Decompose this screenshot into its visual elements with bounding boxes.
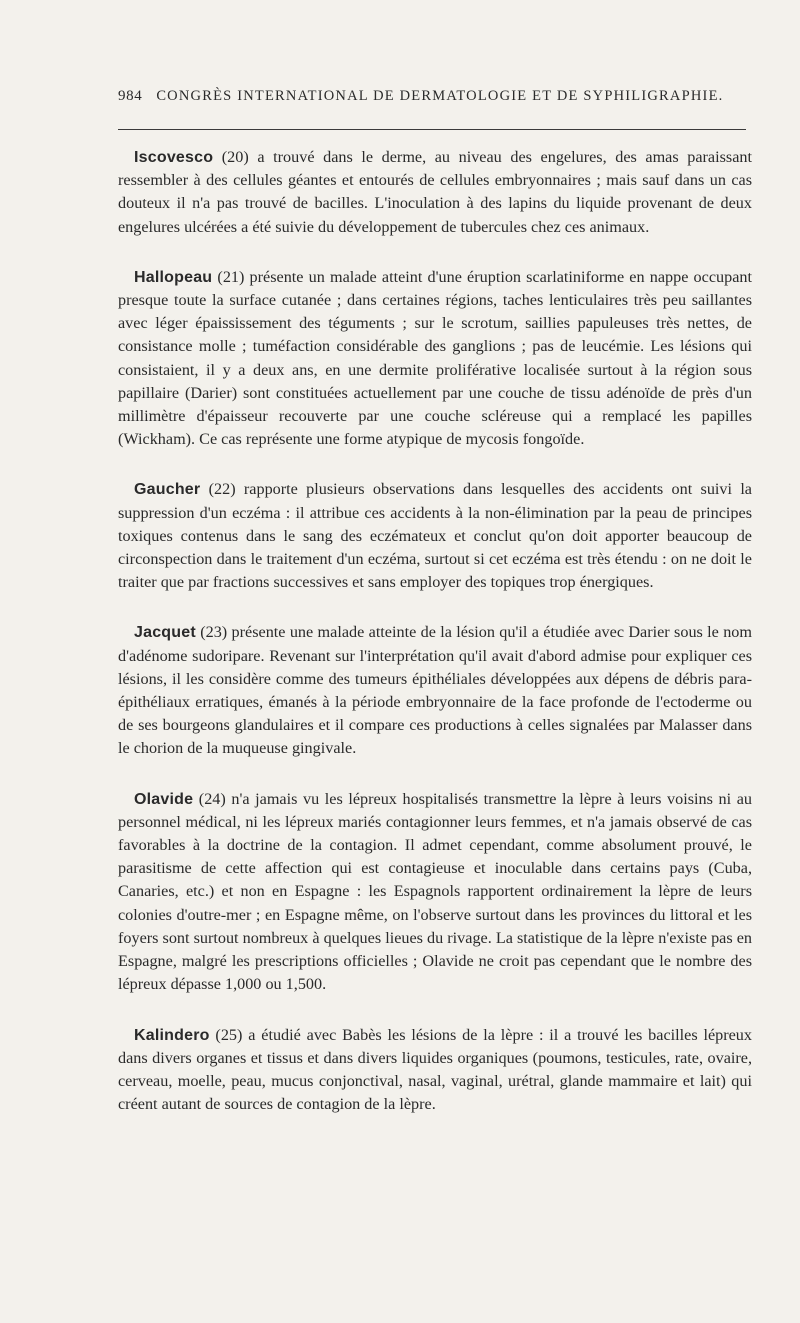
paragraph-text: (20) a trouvé dans le derme, au niveau des engelures, des amas paraissant ressembler à des cellules géantes et entourés de cellules embryonnaires ; mais sauf dans un cas douteux il n'a pas trouvé de bacilles. L'inoculation à des lapins du liquide provenant de deux engelures ulcérées a été suivie du développement de tubercules chez ces animaux. [118,148,752,236]
page-body [118,146,752,1143]
author-name: Olavide [134,790,194,808]
author-name: Iscovesco [134,149,214,166]
author-name: Jacquet [134,624,196,642]
author-name: Gaucher [134,481,201,499]
page-number: 984 [118,88,143,104]
paragraph-kalindero [118,1024,752,1117]
paragraph-olavide [118,788,752,997]
paragraph-gaucher [118,478,752,594]
author-name: Kalindero [134,1026,210,1044]
running-header [118,88,760,105]
paragraph-text: (24) n'a jamais vu les lépreux hospitalisés transmettre la lèpre à leurs voisins ni au personnel médical, ni les lépreux mariés contagionner leurs femmes, et n'a jamais observé de cas favorables à la doctrine de la contagion. Il admet cependant, comme absolument prouvé, le parasitisme de cette affection qui est contagieuse et inoculable dans certains pays (Cuba, Canaries, etc.) et non en Espagne : les Espagnols rapportent ordinairement la lèpre de leurs colonies d'outre-mer ; en Espagne même, on l'observe surtout dans les provinces du littoral et les foyers sont surtout nombreux à quelques lieues du rivage. La statistique de la lèpre n'existe pas en Espagne, malgré les prescriptions officielles ; Olavide ne croit pas cependant que le nombre des lépreux dépasse 1,000 ou 1,500. [118,789,752,994]
paragraph-hallopeau [118,266,752,452]
running-title: CONGRÈS INTERNATIONAL DE DERMATOLOGIE ET DE SYPHILIGRAPHIE. [156,88,724,104]
header-rule [118,129,746,130]
paragraph-text: (21) présente un malade atteint d'une éruption scarlatiniforme en nappe occupant presque toute la surface cutanée ; dans certaines régions, taches lenticulaires très peu saillantes avec léger épaississement des téguments ; sur le scrotum, saillies papuleuses très nettes, de consistance molle ; tuméfaction considérable des ganglions ; pas de leucémie. Les lésions qui consistaient, il y a deux ans, en une dermite proliférative localisée surtout à la région sous papillaire (Darier) sont constituées actuellement par une couche de tissu adénoïde de près d'un millimètre d'épaisseur recouverte par une couche scléreuse qui a remplacé les papilles (Wickham). Ce cas représente une forme atypique de mycosis fongoïde. [118,267,752,449]
paragraph-text: (22) rapporte plusieurs observations dans lesquelles des accidents ont suivi la suppression d'un eczéma : il attribue ces accidents à la non-élimination par la peau de principes toxiques contenus dans le sang des eczémateux et conclut qu'on doit apporter beaucoup de circonspection dans le traitement d'un eczéma, surtout si cet eczéma est très étendu : on ne doit le traiter que par fractions successives et sans employer des topiques trop énergiques. [118,480,752,592]
paragraph-jacquet [118,621,752,760]
paragraph-text: (25) a étudié avec Babès les lésions de la lèpre : il a trouvé les bacilles lépreux dans divers organes et tissus et dans divers liquides organiques (poumons, testicules, rate, ovaire, cerveau, moelle, peau, mucus conjonctival, nasal, vaginal, urétral, glande mammaire et lait) qui créent autant de sources de contagion de la lèpre. [118,1025,752,1114]
paragraph-text: (23) présente une malade atteinte de la lésion qu'il a étudiée avec Darier sous le nom d'adénome sudoripare. Revenant sur l'interprétation qu'il avait d'abord admise pour expliquer ces lésions, il les considère comme des tumeurs épithéliales développées aux dépens de débris para-épithéliaux erratiques, émanés à la période embryonnaire de la face profonde de l'ectoderme ou de ses bourgeons glandulaires et il compare ces productions à celles signalées par Malasser dans le chorion de la muqueuse gingivale. [118,623,752,758]
paragraph-iscovesco [118,146,752,239]
author-name: Hallopeau [134,268,213,286]
